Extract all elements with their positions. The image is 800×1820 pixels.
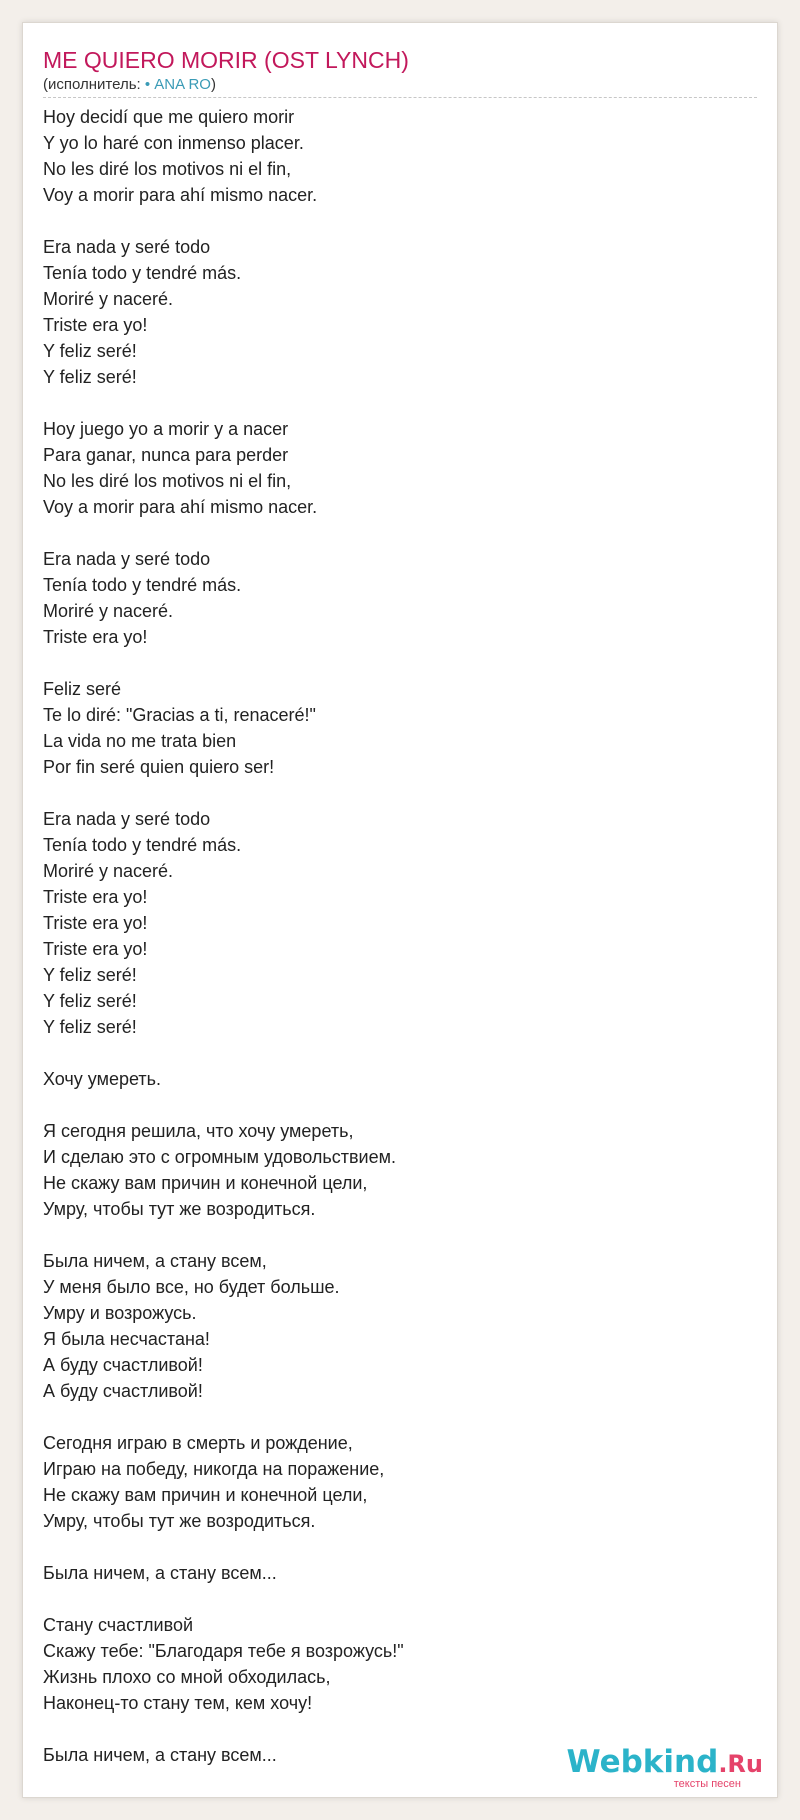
logo-tld: .Ru	[718, 1750, 763, 1778]
artist-suffix: )	[210, 76, 216, 93]
site-logo[interactable]	[566, 1743, 763, 1793]
title-divider	[43, 97, 757, 98]
lyrics-text: Hoy decidí que me quiero morir Y yo lo haré con inmenso placer. No les diré los motivos ni el fin, Voy a morir para ahí mismo nacer. Era nada y seré todo Tenía todo y tendré más. Moriré y naceré. Triste era yo! Y feliz seré! Y feliz seré! Hoy juego yo a morir y a nacer Para ganar, nunca para perder No les diré los motivos ni el fin, Voy a morir para ahí mismo nacer. Era nada y seré todo Tenía todo y tendré más. Moriré y naceré. Triste era yo! Feliz seré Te lo diré: "Gracias a ti, renaceré!" La vida no me trata bien Por fin seré quien quiero ser! Era nada y seré todo Tenía todo y tendré más. Moriré y naceré. Triste era yo! Triste era yo! Triste era yo! Y feliz seré! Y feliz seré! Y feliz seré! Хочу умереть. Я сегодня решила, что хочу умереть, И сделаю это с огромным удовольствием. Не скажу вам причин и конечной цели, Умру, чтобы тут же возродиться. Была ничем, а стану всем, У меня было все, но будет больше. Умру и возрожусь. Я была несчастана! А буду счастливой! А буду счастливой! Сегодня играю в смерть и рождение, Играю на победу, никогда на поражение, Не скажу вам причин и конечной цели, Умру, чтобы тут же возродиться. Была ничем, а стану всем... Стану счастливой Скажу тебе: "Благодаря тебе я возрожусь!" Жизнь плохо со мной обходилась, Наконец-то стану тем, кем хочу! Была ничем, а стану всем...	[43, 107, 404, 1765]
song-title: ME QUIERO MORIR (OST LYNCH)	[43, 47, 409, 73]
lyrics-card	[22, 22, 778, 1798]
artist-line	[43, 75, 216, 95]
artist-bullet-icon: •	[144, 76, 155, 93]
artist-prefix: (исполнитель:	[43, 76, 145, 93]
logo-brand: Webkind	[566, 1744, 719, 1780]
logo-tagline: тексты песен	[673, 1778, 741, 1790]
artist-link[interactable]: ANA RO	[154, 76, 211, 93]
